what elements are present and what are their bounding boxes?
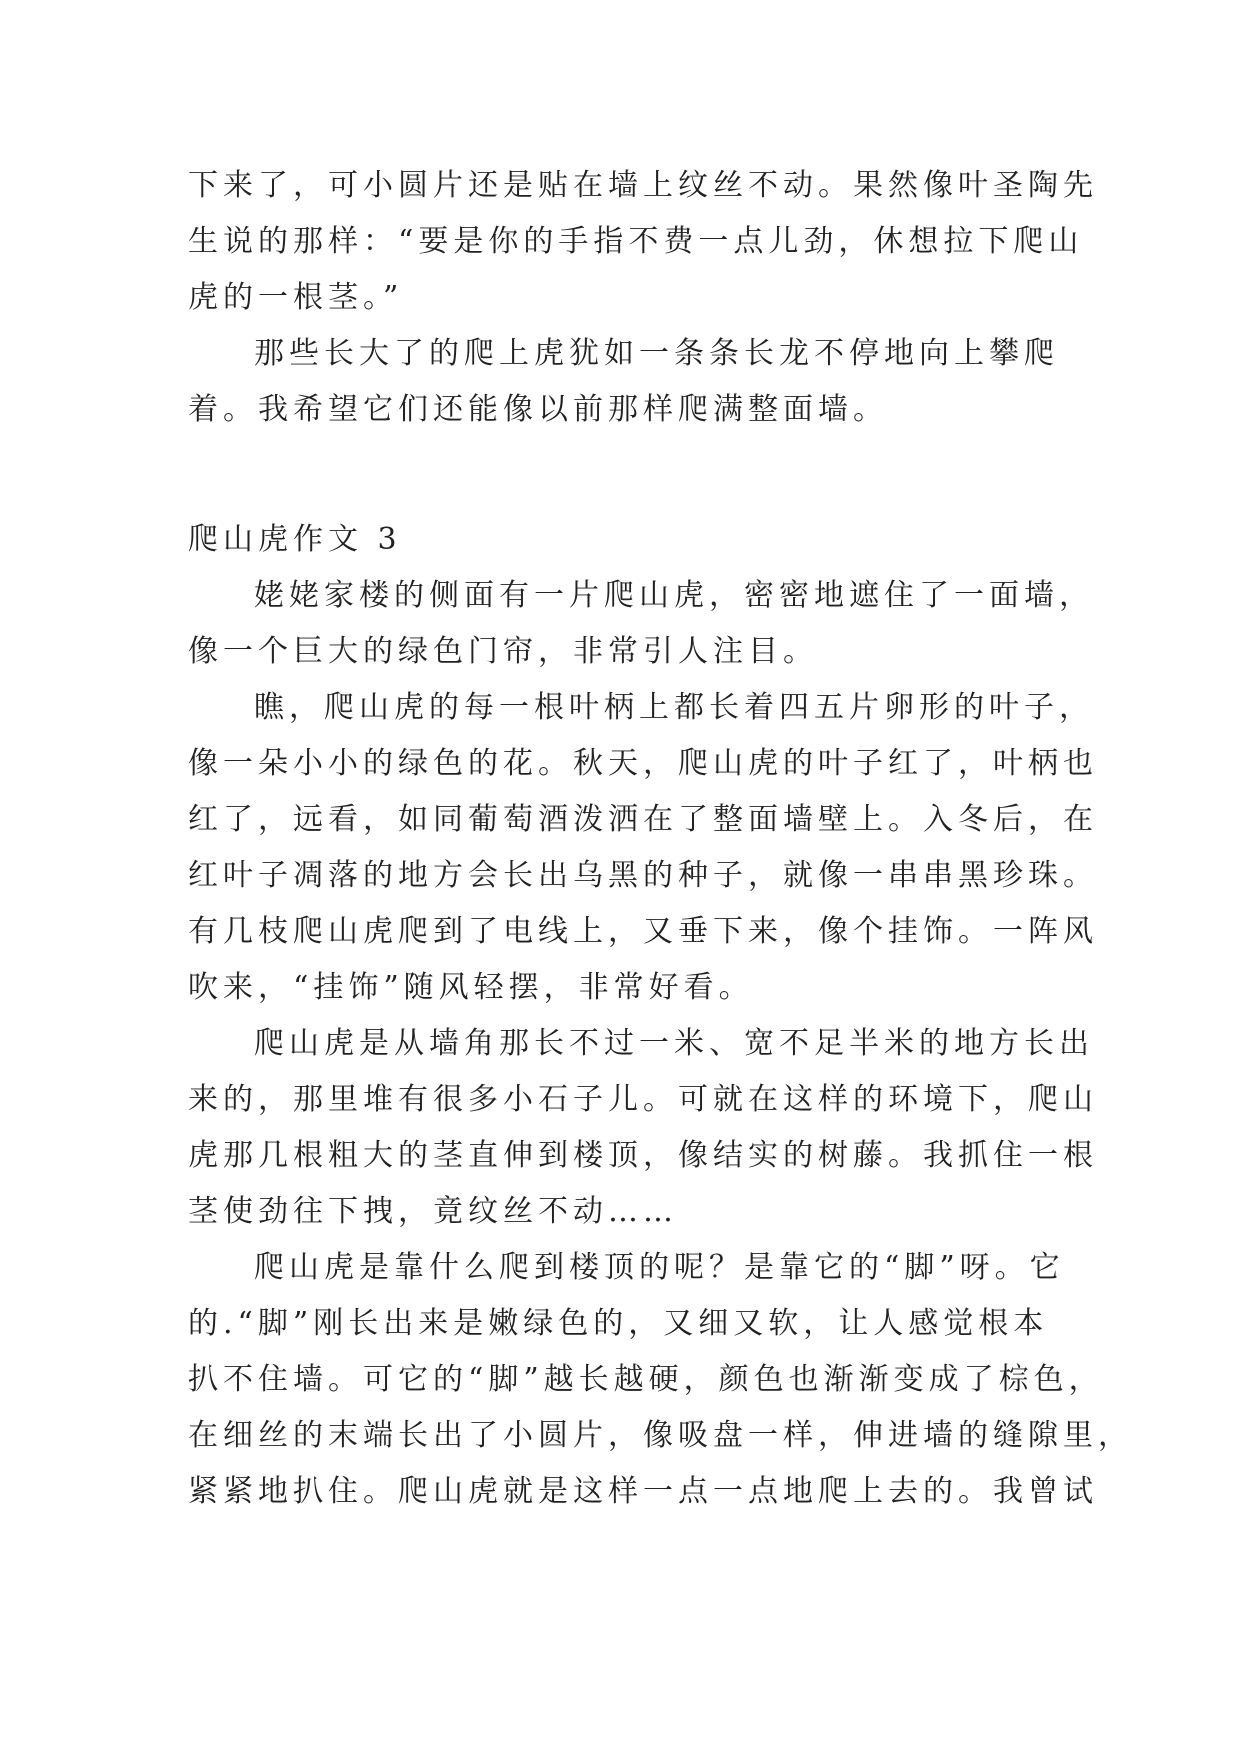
text-line: 瞧，爬山虎的每一根叶柄上都长着四五片卵形的叶子， <box>254 690 1094 725</box>
text-line: 扒不住墙。可它的“脚”越长越硬，颜色也渐渐变成了棕色， <box>188 1362 1104 1397</box>
paragraph-block-2 <box>188 568 1133 1520</box>
text-line: 有几枝爬山虎爬到了电线上，又垂下来，像个挂饰。一阵风 <box>188 914 1098 949</box>
text-line: 红了，远看，如同葡萄酒泼洒在了整面墙壁上。入冬后，在 <box>188 802 1098 837</box>
text-line: 下来了，可小圆片还是贴在墙上纹丝不动。果然像叶圣陶先 <box>188 168 1098 203</box>
text-line: 红叶子凋落的地方会长出乌黑的种子，就像一串串黑珍珠。 <box>188 858 1098 893</box>
section-title-text: 爬山虎作文 3 <box>188 522 402 557</box>
text-line: 的.“脚”刚长出来是嫩绿色的，又细又软，让人感觉根本 <box>188 1306 1049 1341</box>
text-line: 茎使劲往下拽，竟纹丝不动…… <box>188 1194 678 1229</box>
text-line: 虎那几根粗大的茎直伸到楼顶，像结实的树藤。我抓住一根 <box>188 1138 1098 1173</box>
paragraph-block-1 <box>188 158 1098 438</box>
text-line: 那些长大了的爬上虎犹如一条条长龙不停地向上攀爬 <box>254 336 1059 371</box>
text-line: 着。我希望它们还能像以前那样爬满整面墙。 <box>188 392 888 427</box>
text-line: 爬山虎是靠什么爬到楼顶的呢？是靠它的“脚”呀。它 <box>254 1250 1065 1285</box>
text-line: 吹来，“挂饰”随风轻摆，非常好看。 <box>188 970 754 1005</box>
section-title <box>188 512 1068 568</box>
text-line: 像一个巨大的绿色门帘，非常引人注目。 <box>188 634 818 669</box>
text-line: 虎的一根茎。” <box>188 280 404 315</box>
text-line: 姥姥家楼的侧面有一片爬山虎，密密地遮住了一面墙， <box>254 578 1094 613</box>
text-line: 来的，那里堆有很多小石子儿。可就在这样的环境下，爬山 <box>188 1082 1098 1117</box>
text-line: 紧紧地扒住。爬山虎就是这样一点一点地爬上去的。我曾试 <box>188 1474 1098 1509</box>
text-line: 爬山虎是从墙角那长不过一米、宽不足半米的地方长出 <box>254 1026 1094 1061</box>
text-line: 像一朵小小的绿色的花。秋天，爬山虎的叶子红了，叶柄也 <box>188 746 1098 781</box>
text-line: 生说的那样：“要是你的手指不费一点儿劲，休想拉下爬山 <box>188 224 1084 259</box>
text-line: 在细丝的末端长出了小圆片，像吸盘一样，伸进墙的缝隙里， <box>188 1418 1133 1453</box>
